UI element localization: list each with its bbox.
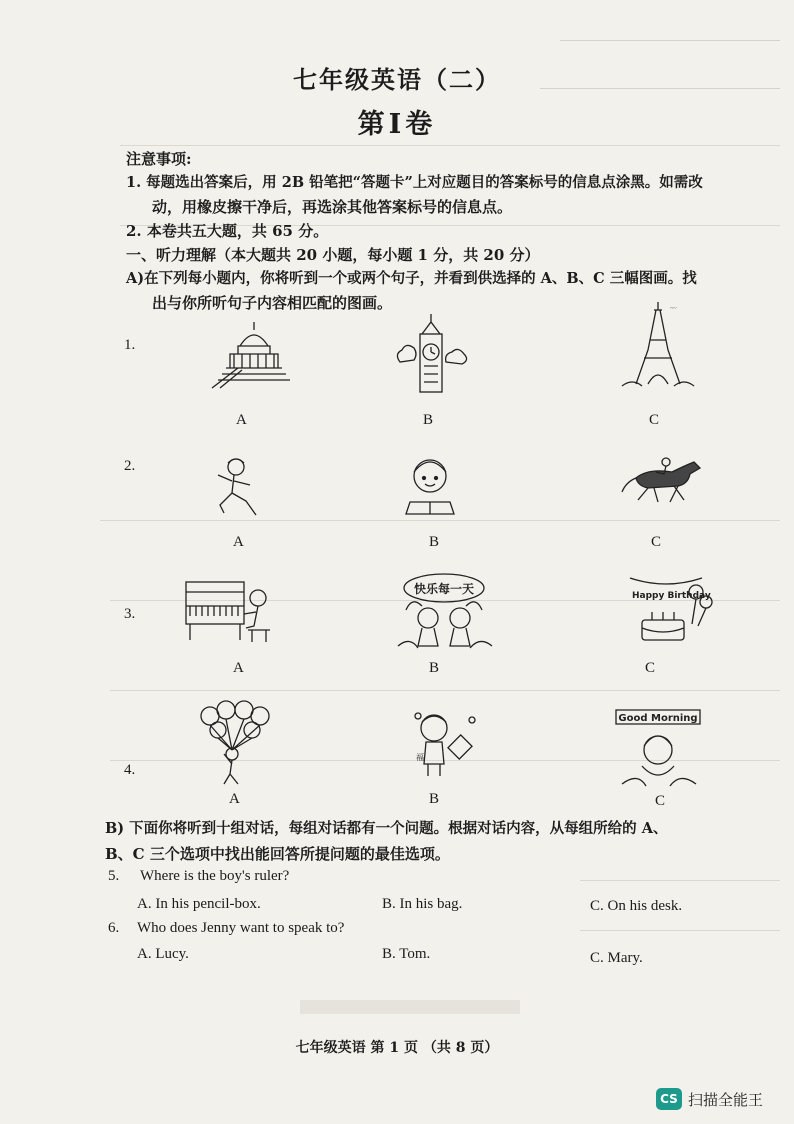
- notice-item-2: 2. 本卷共五大题，共 65 分。: [126, 222, 329, 240]
- new-year-boy-picture: [412, 708, 478, 780]
- notice-item-1-cont: 动，用橡皮擦干净后，再选涂其他答案标号的信息点。: [152, 198, 513, 216]
- good-morning-picture: [612, 706, 704, 788]
- question-number: 1.: [124, 337, 136, 353]
- scanner-watermark: [656, 1088, 763, 1110]
- notice-heading: 注意事项:: [126, 150, 192, 168]
- part1-b-instruction: B) 下面你将听到十组对话，每组对话都有一个问题。根据对话内容，从每组所给的 A、: [105, 820, 668, 837]
- camscanner-logo-icon: CS: [656, 1088, 682, 1110]
- question-number: 2.: [124, 458, 136, 474]
- happy-every-day-sign-text: 快乐每一天: [413, 582, 475, 596]
- fortune-character-text: 福: [416, 753, 424, 762]
- good-morning-sign-text: Good Morning: [618, 713, 698, 724]
- answer-option-a: A. In his pencil-box.: [137, 896, 261, 912]
- part1-b-instruction-cont: B、C 三个选项中找出能回答所提问题的最佳选项。: [105, 845, 450, 863]
- svg-text:~~: ~~: [670, 306, 677, 312]
- happy-birthday-banner-text: Happy Birthday: [632, 591, 711, 601]
- question-text: Who does Jenny want to speak to?: [137, 920, 345, 936]
- section-title: 第Ⅰ卷: [357, 109, 437, 140]
- option-label: C: [651, 534, 662, 550]
- capitol-building-picture: [208, 318, 298, 390]
- option-label: A: [233, 534, 244, 550]
- notice-item-1: 1. 每题选出答案后，用 2B 铅笔把“答题卡”上对应题目的答案标号的信息点涂黑。如需改: [126, 174, 703, 191]
- option-label: A: [236, 412, 247, 428]
- option-label: C: [649, 412, 660, 428]
- question-number: 3.: [124, 606, 136, 622]
- page-footer: 七年级英语 第 1 页 （共 8 页）: [295, 1040, 499, 1056]
- option-label: B: [423, 412, 434, 428]
- balloon-boy-picture: [196, 700, 276, 786]
- scanner-watermark-label: 扫描全能王: [688, 1090, 764, 1109]
- question-number: 5.: [108, 868, 120, 884]
- question-text: Where is the boy's ruler?: [140, 868, 290, 884]
- option-label: C: [645, 660, 656, 676]
- eiffel-tower-picture: [618, 300, 698, 392]
- answer-option-c: C. Mary.: [590, 950, 643, 966]
- part1-a-instruction: A)在下列每小题内，你将听到一个或两个句子，并看到供选择的 A、B、C 三幅图画。找: [126, 270, 697, 287]
- answer-option-c: C. On his desk.: [590, 898, 683, 914]
- happy-kids-sign-picture: [392, 566, 496, 652]
- birthday-cake-picture: [622, 570, 714, 646]
- answer-option-a: A. Lucy.: [137, 946, 189, 962]
- answer-option-b: B. In his bag.: [382, 896, 463, 912]
- big-ben-picture: [392, 312, 470, 394]
- part1-a-instruction-cont: 出与你所听句子内容相匹配的图画。: [152, 294, 393, 312]
- answer-option-b: B. Tom.: [382, 946, 431, 962]
- reading-girl-picture: [398, 452, 462, 522]
- option-label: C: [655, 793, 666, 809]
- option-label: A: [229, 791, 240, 807]
- question-number: 4.: [124, 762, 136, 778]
- exam-title: 七年级英语（二）: [293, 65, 501, 94]
- piano-player-picture: [180, 572, 280, 648]
- option-label: B: [429, 660, 440, 676]
- part1-heading: 一、听力理解（本大题共 20 小题，每小题 1 分，共 20 分）: [126, 246, 540, 264]
- horse-rider-picture: [618, 456, 712, 506]
- question-number: 6.: [108, 920, 120, 936]
- option-label: B: [429, 534, 440, 550]
- running-boy-picture: [210, 455, 266, 519]
- option-label: A: [233, 660, 244, 676]
- option-label: B: [429, 791, 440, 807]
